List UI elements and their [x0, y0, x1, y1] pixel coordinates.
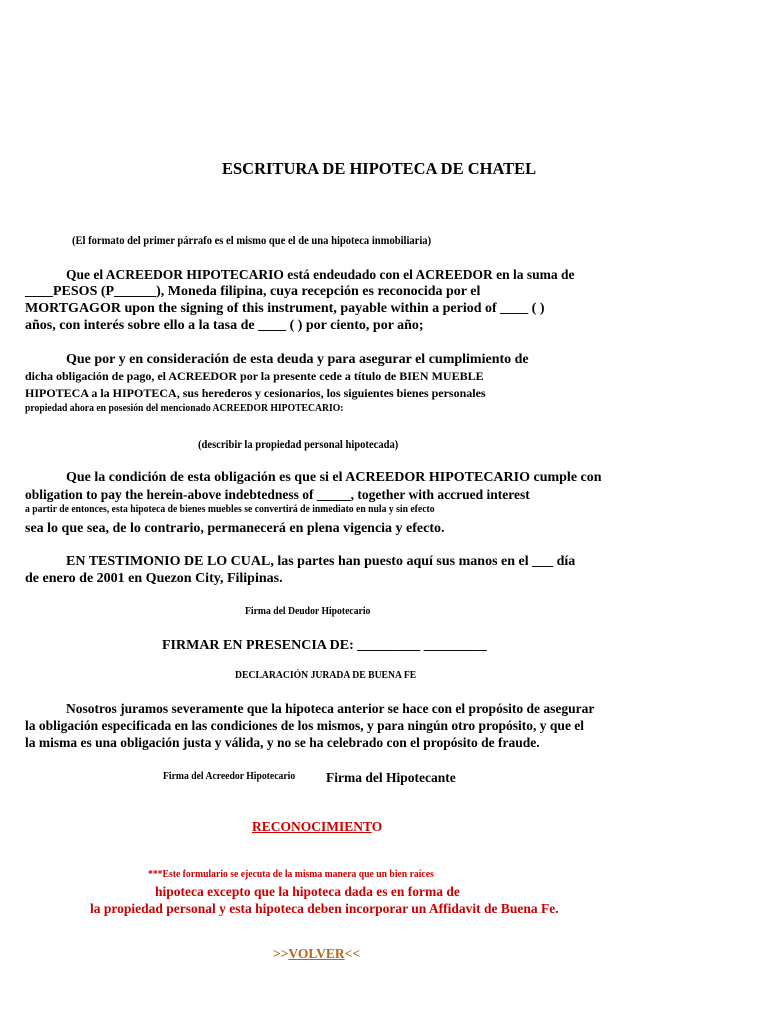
signature-mortgagor: Firma del Hipotecante — [326, 770, 456, 785]
describe-property-note: (describir la propiedad personal hipotecada) — [198, 437, 399, 451]
signature-creditor: Firma del Acreedor Hipotecario — [163, 770, 296, 782]
para5-line1: Nosotros juramos severamente que la hipoteca anterior se hace con el propósito de asegurar — [66, 701, 595, 716]
para5-line3: la misma es una obligación justa y válida, y no se ha celebrado con el propósito de fraude. — [25, 735, 540, 750]
para1-line1: Que el ACREEDOR HIPOTECARIO está endeudado con el ACREEDOR en la suma de — [66, 267, 575, 282]
signature-debtor: Firma del Deudor Hipotecario — [245, 605, 371, 617]
para4-line1: EN TESTIMONIO DE LO CUAL, las partes han puesto aquí sus manos en el ___ día — [66, 554, 576, 569]
back-prefix: >> — [273, 946, 289, 961]
first-paragraph-note: (El formato del primer párrafo es el mismo que el de una hipoteca inmobiliaria) — [72, 233, 432, 247]
para3-line4: sea lo que sea, de lo contrario, permanecerá en plena vigencia y efecto. — [25, 521, 445, 536]
back-nav — [273, 947, 360, 961]
para4-line2: de enero de 2001 en Quezon City, Filipinas. — [25, 571, 283, 586]
para1-line2: ____PESOS (P______), Moneda filipina, cuya recepción es reconocida por el — [25, 284, 481, 299]
para1-line3: MORTGAGOR upon the signing of this instrument, payable within a period of ____ ( ) — [25, 301, 545, 316]
para2-line2: dicha obligación de pago, el ACREEDOR por la presente cede a título de BIEN MUEBLE — [25, 369, 484, 383]
para3-line2: obligation to pay the herein-above indebtedness of _____, together with accrued interest — [25, 487, 530, 502]
form-note-line2: hipoteca excepto que la hipoteca dada es en forma de — [155, 884, 460, 899]
para5-line2: la obligación especificada en las condiciones de los mismos, y para ningún otro propósito, y que el — [25, 718, 585, 733]
acknowledgment-tail: O — [371, 819, 383, 834]
back-link[interactable]: VOLVER — [288, 946, 345, 961]
acknowledgment — [252, 820, 382, 834]
document-title: ESCRITURA DE HIPOTECA DE CHATEL — [222, 159, 537, 178]
affidavit-title: DECLARACIÓN JURADA DE BUENA FE — [235, 669, 417, 681]
para2-line1: Que por y en consideración de esta deuda y para asegurar el cumplimiento de — [66, 352, 529, 367]
para3-line1: Que la condición de esta obligación es que si el ACREEDOR HIPOTECARIO cumple con — [66, 470, 602, 485]
para2-line4: propiedad ahora en posesión del mencionado ACREEDOR HIPOTECARIO: — [25, 402, 344, 414]
acknowledgment-link[interactable]: RECONOCIMIENT — [252, 819, 372, 834]
form-note-line3: la propiedad personal y esta hipoteca deben incorporar un Affidavit de Buena Fe. — [90, 901, 559, 916]
back-suffix: << — [344, 946, 361, 961]
para2-line3: HIPOTECA a la HIPOTECA, sus herederos y cesionarios, los siguientes bienes personales — [25, 386, 486, 400]
sign-in-presence: FIRMAR EN PRESENCIA DE: _________ _________ — [162, 638, 487, 653]
form-note-line1: ***Este formulario se ejecuta de la misma manera que un bien raíces — [148, 868, 434, 880]
para1-line4: años, con interés sobre ello a la tasa de ____ ( ) por ciento, por año; — [25, 318, 424, 333]
para3-line3: a partir de entonces, esta hipoteca de bienes muebles se convertirá de inmediato en nula y sin efecto — [25, 503, 435, 515]
